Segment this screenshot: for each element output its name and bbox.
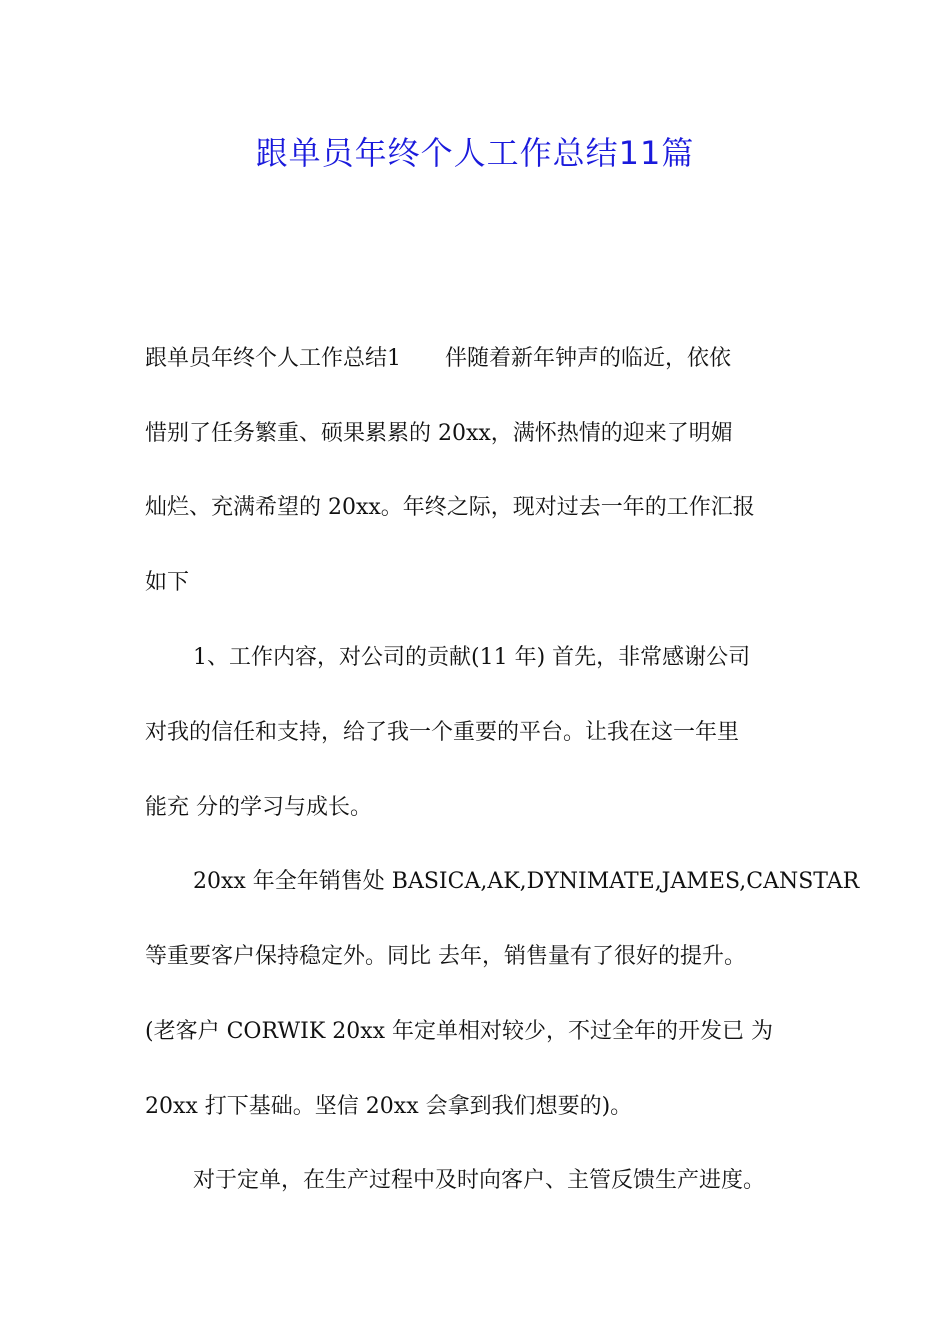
paragraph-line: 对于定单，在生产过程中及时向客户、主管反馈生产进度。 — [193, 1168, 766, 1193]
document-title: 跟单员年终个人工作总结11篇 — [255, 134, 695, 172]
paragraph-line: 1、工作内容，对公司的贡献(11 年) 首先，非常感谢公司 — [193, 645, 751, 670]
paragraph-line: 灿烂、充满希望的 20xx。年终之际，现对过去一年的工作汇报 — [145, 495, 755, 520]
paragraph-line: 20xx 打下基础。坚信 20xx 会拿到我们想要的)。 — [145, 1094, 633, 1119]
paragraph-line: 能充 分的学习与成长。 — [145, 795, 372, 820]
paragraph-line: 跟单员年终个人工作总结1 伴随着新年钟声的临近，依依 — [145, 346, 731, 371]
paragraph-line: 惜别了任务繁重、硕果累累的 20xx，满怀热情的迎来了明媚 — [145, 421, 733, 446]
paragraph-line: 如下 — [145, 570, 190, 595]
paragraph-line: (老客户 CORWIK 20xx 年定单相对较少，不过全年的开发已 为 — [145, 1019, 774, 1044]
paragraph-line: 等重要客户保持稳定外。同比 去年，销售量有了很好的提升。 — [145, 944, 746, 969]
paragraph-line: 20xx 年全年销售处 BASICA,AK,DYNIMATE,JAMES,CANSTAR — [193, 869, 860, 894]
paragraph-line: 对我的信任和支持，给了我一个重要的平台。让我在这一年里 — [145, 720, 740, 745]
